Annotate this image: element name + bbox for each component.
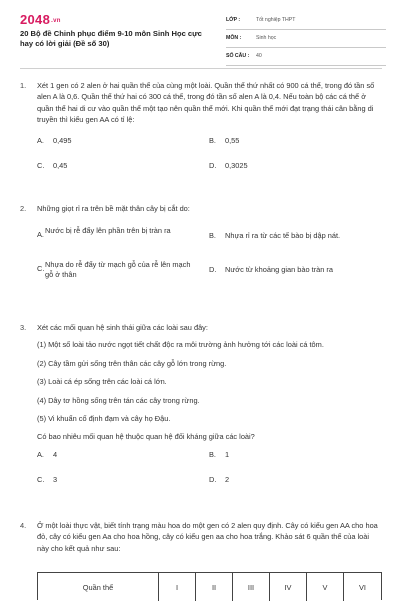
statement-3: (3) Loài cá ép sống trên các loài cá lớn.: [37, 377, 167, 387]
site-logo[interactable]: [20, 12, 61, 27]
table-header-cell: IV: [270, 573, 307, 601]
table-header-cell: III: [233, 573, 270, 601]
options: [37, 136, 382, 176]
statement-5: (5) Vi khuẩn cố định đạm và cây họ Đậu.: [37, 414, 171, 424]
option-c[interactable]: [37, 475, 57, 485]
option-text: Nhựa rỉ ra từ các tế bào bị dập nát.: [225, 231, 341, 241]
option-label: B.: [209, 449, 216, 459]
logo-suffix: .vn: [51, 17, 61, 24]
option-a[interactable]: [37, 226, 195, 240]
statement-4: (4) Dây tơ hồng sống trên tán các cây trong rừng.: [37, 395, 200, 405]
option-text: 2: [225, 474, 230, 484]
meta-key: LỚP :: [226, 17, 241, 23]
meta-value: Sinh học: [256, 35, 277, 41]
table-header-cell: V: [307, 573, 344, 601]
table-header-cell: Quần thể: [38, 573, 159, 601]
option-d[interactable]: [209, 265, 333, 275]
page-title: 20 Bộ đề Chinh phục điểm 9-10 môn Sinh Học cực hay có lời giải (Đề số 30): [20, 29, 202, 48]
meta-row-count: [226, 48, 386, 66]
table-header-cell: II: [196, 573, 233, 601]
option-label: B.: [209, 231, 216, 241]
option-text: 0,3025: [225, 160, 248, 170]
option-c[interactable]: [37, 161, 67, 171]
meta-row-class: [226, 12, 386, 30]
meta-value: 40: [256, 53, 262, 59]
question-text: Xét 1 gen có 2 alen ở hai quần thể của cùng một loài. Quần thể thứ nhất có 900 cá thể, trong đó tần số alen A là 0,6. Quần thể thứ hai có 300 cá thể, trong đó tần số alen A là 0,4. Nếu toàn bộ các cá thể ở quần thể hai di cư vào quần thể một tạo nên quần thể mới. Khi quần thể mới đạt trạng thái cân bằng di truyền thì kiểu gen AA có tỉ lệ:: [37, 81, 375, 125]
option-label: C.: [37, 160, 45, 170]
question-number: 1.: [20, 81, 27, 90]
table-header-cell: I: [159, 573, 196, 601]
option-text: Nước bị rễ đẩy lên phần trên bị tràn ra: [45, 226, 171, 236]
question-number: 3.: [20, 323, 27, 332]
option-text: 0,495: [53, 135, 72, 145]
statement-1: (1) Một số loài tảo nước ngọt tiết chất độc ra môi trường ảnh hưởng tới các loài cá tôm.: [37, 340, 324, 350]
option-label: A.: [37, 135, 44, 145]
table-header-cell: VI: [359, 582, 366, 592]
question-2: [20, 203, 382, 294]
option-label: D.: [209, 474, 217, 484]
option-text: Nhựa do rễ đẩy từ mạch gỗ của rễ lên mạch gỗ ở thân: [45, 260, 191, 280]
option-label: C.: [37, 474, 45, 484]
options: [37, 224, 382, 294]
option-c[interactable]: [37, 260, 195, 280]
option-label: B.: [209, 135, 216, 145]
question-text: Những giọt rỉ ra trên bề mặt thân cây bị cắt do:: [37, 204, 190, 213]
question-prompt: Có bao nhiêu mối quan hệ thuộc quan hệ đối kháng giữa các loài?: [37, 432, 255, 442]
meta-key: MÔN :: [226, 35, 242, 41]
population-table: [37, 572, 382, 600]
question-number: 2.: [20, 204, 27, 213]
option-label: A.: [37, 449, 44, 459]
option-label: C.: [37, 264, 45, 274]
option-b[interactable]: [209, 231, 340, 241]
option-d[interactable]: [209, 475, 229, 485]
meta-key: SỐ CÂU :: [226, 53, 250, 59]
meta-row-subject: [226, 30, 386, 48]
option-a[interactable]: [37, 136, 72, 146]
option-label: A.: [37, 230, 44, 240]
question-1: [20, 80, 382, 176]
option-b[interactable]: [209, 136, 239, 146]
header-divider: [20, 68, 382, 69]
statement-2: (2) Cây tầm gửi sống trên thân các cây gỗ lớn trong rừng.: [37, 358, 227, 368]
option-label: D.: [209, 160, 217, 170]
option-text: 4: [53, 449, 58, 459]
option-d[interactable]: [209, 161, 248, 171]
question-text: Ở một loài thực vật, biết tính trạng màu hoa do một gen có 2 alen quy định. Cây có kiểu gen AA cho hoa đỏ, cây có kiểu gen Aa cho hoa hồng, cây có kiểu gen aa cho hoa trắng. Khảo sát 6 quần thể của loài này cho kết quả như sau:: [37, 521, 378, 553]
question-4: [20, 520, 382, 554]
meta-value: Tốt nghiệp THPT: [256, 17, 296, 23]
logo-text: 2048: [20, 12, 51, 27]
option-a[interactable]: [37, 450, 57, 460]
question-text: Xét các mối quan hệ sinh thái giữa các loài sau đây:: [37, 323, 208, 332]
option-label: D.: [209, 265, 217, 275]
option-text: Nước từ khoảng gian bào tràn ra: [225, 265, 334, 275]
question-3: [20, 322, 382, 490]
option-text: 0,55: [225, 135, 240, 145]
exam-meta: [226, 12, 386, 66]
option-b[interactable]: [209, 450, 229, 460]
option-text: 0,45: [53, 160, 68, 170]
option-text: 3: [53, 474, 58, 484]
option-text: 1: [225, 449, 230, 459]
options: [37, 450, 382, 490]
question-number: 4.: [20, 521, 27, 530]
